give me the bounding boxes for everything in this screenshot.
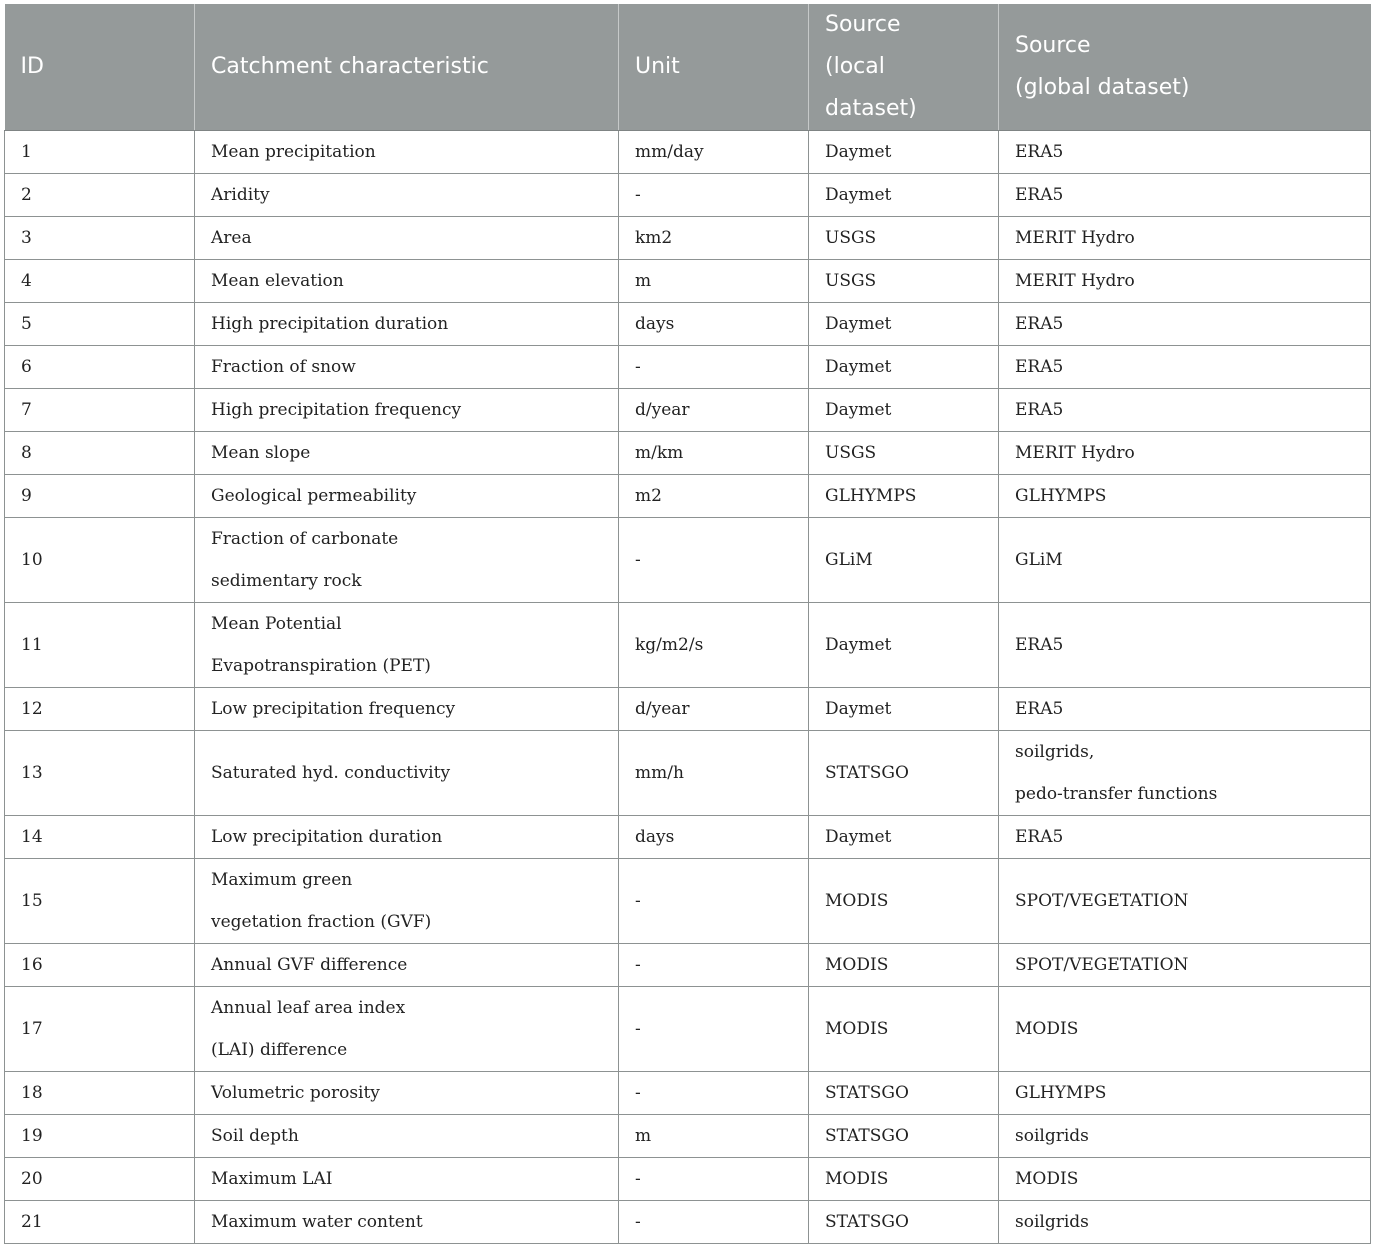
cell-characteristic: [195, 816, 619, 859]
cell-characteristic-line: Maximum green: [211, 870, 353, 890]
cell-id: 18: [5, 1072, 195, 1115]
table-row: [5, 731, 1371, 816]
table-row: [5, 944, 1371, 987]
table-header: [5, 4, 1371, 131]
cell-unit: -: [619, 944, 809, 987]
cell-unit: kg/m2/s: [619, 603, 809, 688]
cell-characteristic-line: Maximum water content: [211, 1212, 423, 1232]
table-row: [5, 475, 1371, 518]
cell-id: 5: [5, 303, 195, 346]
cell-source-local: STATSGO: [809, 731, 999, 816]
cell-source-global-line: MODIS: [1015, 1169, 1079, 1189]
cell-characteristic-line: Fraction of snow: [211, 357, 356, 377]
table-row: [5, 603, 1371, 688]
table-row: [5, 346, 1371, 389]
cell-characteristic-line: Annual GVF difference: [211, 955, 408, 975]
cell-source-local: Daymet: [809, 346, 999, 389]
cell-unit: -: [619, 174, 809, 217]
catchment-characteristics-table: [4, 4, 1371, 1244]
cell-unit: -: [619, 859, 809, 944]
header-source-local-line2: (local dataset): [825, 54, 917, 121]
cell-characteristic-line: Mean elevation: [211, 271, 344, 291]
cell-characteristic-line: Mean slope: [211, 443, 311, 463]
cell-id: 12: [5, 688, 195, 731]
cell-source-global: [999, 432, 1371, 475]
cell-characteristic: [195, 303, 619, 346]
cell-id: 14: [5, 816, 195, 859]
cell-source-local: USGS: [809, 260, 999, 303]
cell-source-global-line: GLHYMPS: [1015, 486, 1107, 506]
table-row: [5, 987, 1371, 1072]
cell-source-global-line: ERA5: [1015, 635, 1064, 655]
cell-id: 21: [5, 1201, 195, 1244]
cell-source-global: [999, 1072, 1371, 1115]
cell-source-global-line: MERIT Hydro: [1015, 228, 1135, 248]
cell-characteristic-line: Annual leaf area index: [211, 998, 406, 1018]
cell-id: 6: [5, 346, 195, 389]
cell-id: 8: [5, 432, 195, 475]
cell-unit: days: [619, 816, 809, 859]
cell-source-global-line: MODIS: [1015, 1019, 1079, 1039]
cell-characteristic-line: High precipitation duration: [211, 314, 449, 334]
cell-characteristic: [195, 1072, 619, 1115]
cell-characteristic-line: High precipitation frequency: [211, 400, 462, 420]
cell-characteristic-line: Geological permeability: [211, 486, 417, 506]
cell-source-global: [999, 131, 1371, 174]
cell-source-global-line: ERA5: [1015, 314, 1064, 334]
cell-source-local: STATSGO: [809, 1115, 999, 1158]
cell-source-local: MODIS: [809, 944, 999, 987]
cell-source-local: Daymet: [809, 816, 999, 859]
cell-unit: km2: [619, 217, 809, 260]
cell-source-global-line: ERA5: [1015, 699, 1064, 719]
cell-characteristic-line: Low precipitation duration: [211, 827, 443, 847]
cell-id: 11: [5, 603, 195, 688]
header-characteristic: Catchment characteristic: [195, 4, 619, 131]
cell-characteristic: [195, 1201, 619, 1244]
cell-source-local: MODIS: [809, 1158, 999, 1201]
cell-characteristic: [195, 731, 619, 816]
cell-characteristic: [195, 859, 619, 944]
cell-unit: m: [619, 260, 809, 303]
cell-source-local: STATSGO: [809, 1072, 999, 1115]
cell-source-global: [999, 603, 1371, 688]
cell-characteristic-line: Fraction of carbonate: [211, 529, 399, 549]
cell-source-global: [999, 987, 1371, 1072]
cell-characteristic: [195, 603, 619, 688]
cell-id: 10: [5, 518, 195, 603]
cell-characteristic-line: (LAI) difference: [211, 1040, 348, 1060]
cell-source-local: GLHYMPS: [809, 475, 999, 518]
cell-source-global-line: soilgrids: [1015, 1212, 1089, 1232]
cell-characteristic-line: Mean precipitation: [211, 142, 376, 162]
cell-characteristic: [195, 518, 619, 603]
cell-characteristic: [195, 217, 619, 260]
cell-source-local: Daymet: [809, 603, 999, 688]
cell-characteristic-line: Soil depth: [211, 1126, 299, 1146]
cell-characteristic-line: Evapotranspiration (PET): [211, 656, 431, 676]
cell-characteristic: [195, 432, 619, 475]
cell-characteristic-line: Volumetric porosity: [211, 1083, 380, 1103]
cell-source-global-line: soilgrids: [1015, 1126, 1089, 1146]
table-row: [5, 816, 1371, 859]
table-row: [5, 688, 1371, 731]
cell-id: 19: [5, 1115, 195, 1158]
cell-id: 13: [5, 731, 195, 816]
table-row: [5, 260, 1371, 303]
cell-source-global-line: ERA5: [1015, 142, 1064, 162]
cell-id: 20: [5, 1158, 195, 1201]
cell-source-global: [999, 260, 1371, 303]
cell-characteristic-line: Low precipitation frequency: [211, 699, 456, 719]
cell-id: 9: [5, 475, 195, 518]
cell-id: 15: [5, 859, 195, 944]
table-row: [5, 174, 1371, 217]
cell-source-global-line: GLHYMPS: [1015, 1083, 1107, 1103]
cell-source-local: MODIS: [809, 987, 999, 1072]
cell-characteristic-line: vegetation fraction (GVF): [211, 912, 432, 932]
cell-characteristic: [195, 1158, 619, 1201]
cell-characteristic: [195, 987, 619, 1072]
header-source-local: [809, 4, 999, 131]
cell-characteristic: [195, 260, 619, 303]
header-source-global-line2: (global dataset): [1015, 75, 1190, 100]
cell-unit: -: [619, 518, 809, 603]
cell-unit: -: [619, 346, 809, 389]
cell-characteristic: [195, 346, 619, 389]
cell-source-global-line: ERA5: [1015, 827, 1064, 847]
cell-characteristic: [195, 944, 619, 987]
cell-source-global: [999, 303, 1371, 346]
cell-unit: m2: [619, 475, 809, 518]
table-row: [5, 131, 1371, 174]
cell-characteristic-line: Maximum LAI: [211, 1169, 333, 1189]
cell-source-local: Daymet: [809, 389, 999, 432]
table-row: [5, 1158, 1371, 1201]
cell-source-global: [999, 688, 1371, 731]
cell-id: 16: [5, 944, 195, 987]
cell-characteristic-line: Mean Potential: [211, 614, 342, 634]
table-row: [5, 432, 1371, 475]
cell-source-local: USGS: [809, 432, 999, 475]
cell-source-global-line: ERA5: [1015, 400, 1064, 420]
table-body: [5, 131, 1371, 1244]
cell-source-global-line: soilgrids,: [1015, 742, 1095, 762]
cell-characteristic: [195, 174, 619, 217]
table-row: [5, 389, 1371, 432]
cell-source-global: [999, 944, 1371, 987]
cell-source-local: STATSGO: [809, 1201, 999, 1244]
cell-source-global-line: ERA5: [1015, 357, 1064, 377]
header-id: ID: [5, 4, 195, 131]
cell-unit: mm/h: [619, 731, 809, 816]
cell-source-global: [999, 346, 1371, 389]
table-row: [5, 303, 1371, 346]
cell-source-global-line: SPOT/VEGETATION: [1015, 891, 1189, 911]
table-row: [5, 518, 1371, 603]
cell-id: 17: [5, 987, 195, 1072]
cell-id: 1: [5, 131, 195, 174]
cell-source-local: Daymet: [809, 688, 999, 731]
cell-characteristic: [195, 475, 619, 518]
cell-characteristic-line: sedimentary rock: [211, 571, 362, 591]
cell-characteristic: [195, 688, 619, 731]
cell-characteristic: [195, 1115, 619, 1158]
table-row: [5, 1072, 1371, 1115]
cell-unit: m: [619, 1115, 809, 1158]
cell-source-global-line: MERIT Hydro: [1015, 271, 1135, 291]
cell-id: 3: [5, 217, 195, 260]
cell-source-global: [999, 1115, 1371, 1158]
header-source-global-line1: Source: [1015, 33, 1091, 58]
header-source-local-line1: Source: [825, 12, 901, 37]
cell-source-global-line: SPOT/VEGETATION: [1015, 955, 1189, 975]
cell-unit: -: [619, 1072, 809, 1115]
cell-unit: d/year: [619, 688, 809, 731]
cell-characteristic-line: Area: [211, 228, 252, 248]
cell-unit: d/year: [619, 389, 809, 432]
cell-characteristic-line: Saturated hyd. conductivity: [211, 763, 451, 783]
cell-source-local: USGS: [809, 217, 999, 260]
cell-source-global: [999, 816, 1371, 859]
cell-source-local: MODIS: [809, 859, 999, 944]
cell-characteristic: [195, 131, 619, 174]
cell-source-local: Daymet: [809, 303, 999, 346]
cell-source-global-line: GLiM: [1015, 550, 1063, 570]
header-row: [5, 4, 1371, 131]
cell-source-global: [999, 1201, 1371, 1244]
cell-source-global: [999, 859, 1371, 944]
cell-unit: mm/day: [619, 131, 809, 174]
header-unit: Unit: [619, 4, 809, 131]
cell-source-global: [999, 731, 1371, 816]
cell-source-global: [999, 389, 1371, 432]
cell-source-global: [999, 174, 1371, 217]
cell-id: 2: [5, 174, 195, 217]
table-row: [5, 859, 1371, 944]
table-row: [5, 1115, 1371, 1158]
cell-unit: -: [619, 987, 809, 1072]
header-source-global: [999, 4, 1371, 131]
cell-source-global: [999, 1158, 1371, 1201]
cell-id: 7: [5, 389, 195, 432]
cell-unit: m/km: [619, 432, 809, 475]
cell-characteristic: [195, 389, 619, 432]
table-row: [5, 1201, 1371, 1244]
cell-source-local: GLiM: [809, 518, 999, 603]
cell-source-global-line: ERA5: [1015, 185, 1064, 205]
cell-source-global-line: pedo-transfer functions: [1015, 784, 1218, 804]
cell-source-global: [999, 475, 1371, 518]
table-row: [5, 217, 1371, 260]
cell-unit: -: [619, 1201, 809, 1244]
cell-source-local: Daymet: [809, 174, 999, 217]
cell-source-global: [999, 217, 1371, 260]
cell-characteristic-line: Aridity: [211, 185, 270, 205]
cell-unit: days: [619, 303, 809, 346]
cell-source-global: [999, 518, 1371, 603]
cell-unit: -: [619, 1158, 809, 1201]
cell-source-global-line: MERIT Hydro: [1015, 443, 1135, 463]
cell-source-local: Daymet: [809, 131, 999, 174]
cell-id: 4: [5, 260, 195, 303]
